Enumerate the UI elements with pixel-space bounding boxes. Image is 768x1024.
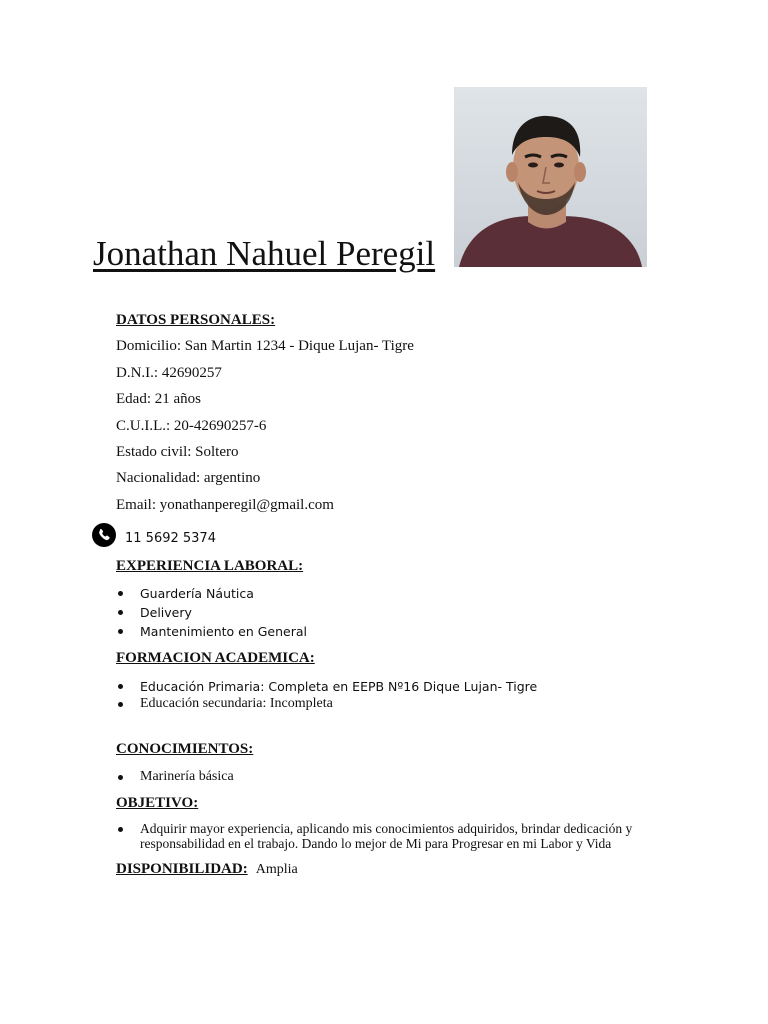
availability-value: Amplia xyxy=(255,862,298,877)
portrait-image xyxy=(454,87,647,267)
education-list-primary xyxy=(116,677,537,696)
candidate-name: Jonathan Nahuel Peregil xyxy=(93,234,436,273)
list-item: Marinería básica xyxy=(116,768,234,786)
list-item: Delivery xyxy=(116,603,307,622)
education-list-secondary xyxy=(116,695,333,713)
age-line: Edad: 21 años xyxy=(116,391,201,407)
list-item: Adquirir mayor experiencia, aplicando mis conocimientos adquiridos, brindar dedicación y responsabilidad en el trabajo. Dando lo mejor de Mi para Progresar en mi Labor y Vida xyxy=(116,821,660,851)
cuil-line: C.U.I.L.: 20-42690257-6 xyxy=(116,418,267,434)
personal-data-heading: DATOS PERSONALES: xyxy=(116,312,276,328)
phone-icon xyxy=(92,523,116,547)
experience-heading: EXPERIENCIA LABORAL: xyxy=(116,558,304,574)
availability-row xyxy=(116,861,298,878)
objective-list xyxy=(116,821,660,851)
list-item: Educación secundaria: Incompleta xyxy=(116,695,333,713)
address-line: Domicilio: San Martin 1234 - Dique Lujan- Tigre xyxy=(116,338,414,354)
dni-line: D.N.I.: 42690257 xyxy=(116,365,222,381)
knowledge-heading: CONOCIMIENTOS: xyxy=(116,741,254,757)
profile-photo xyxy=(454,87,647,267)
education-heading: FORMACION ACADEMICA: xyxy=(116,650,315,666)
list-item: Educación Primaria: Completa en EEPB Nº16 Dique Lujan- Tigre xyxy=(116,677,537,696)
civil-status-line: Estado civil: Soltero xyxy=(116,444,239,460)
phone-number: 11 5692 5374 xyxy=(125,531,216,546)
experience-list xyxy=(116,584,307,641)
email-line: Email: yonathanperegil@gmail.com xyxy=(116,497,334,513)
knowledge-list xyxy=(116,768,234,786)
list-item: Guardería Náutica xyxy=(116,584,307,603)
list-item: Mantenimiento en General xyxy=(116,622,307,641)
availability-heading: DISPONIBILIDAD: xyxy=(116,861,248,877)
objective-heading: OBJETIVO: xyxy=(116,795,199,811)
nationality-line: Nacionalidad: argentino xyxy=(116,470,261,486)
